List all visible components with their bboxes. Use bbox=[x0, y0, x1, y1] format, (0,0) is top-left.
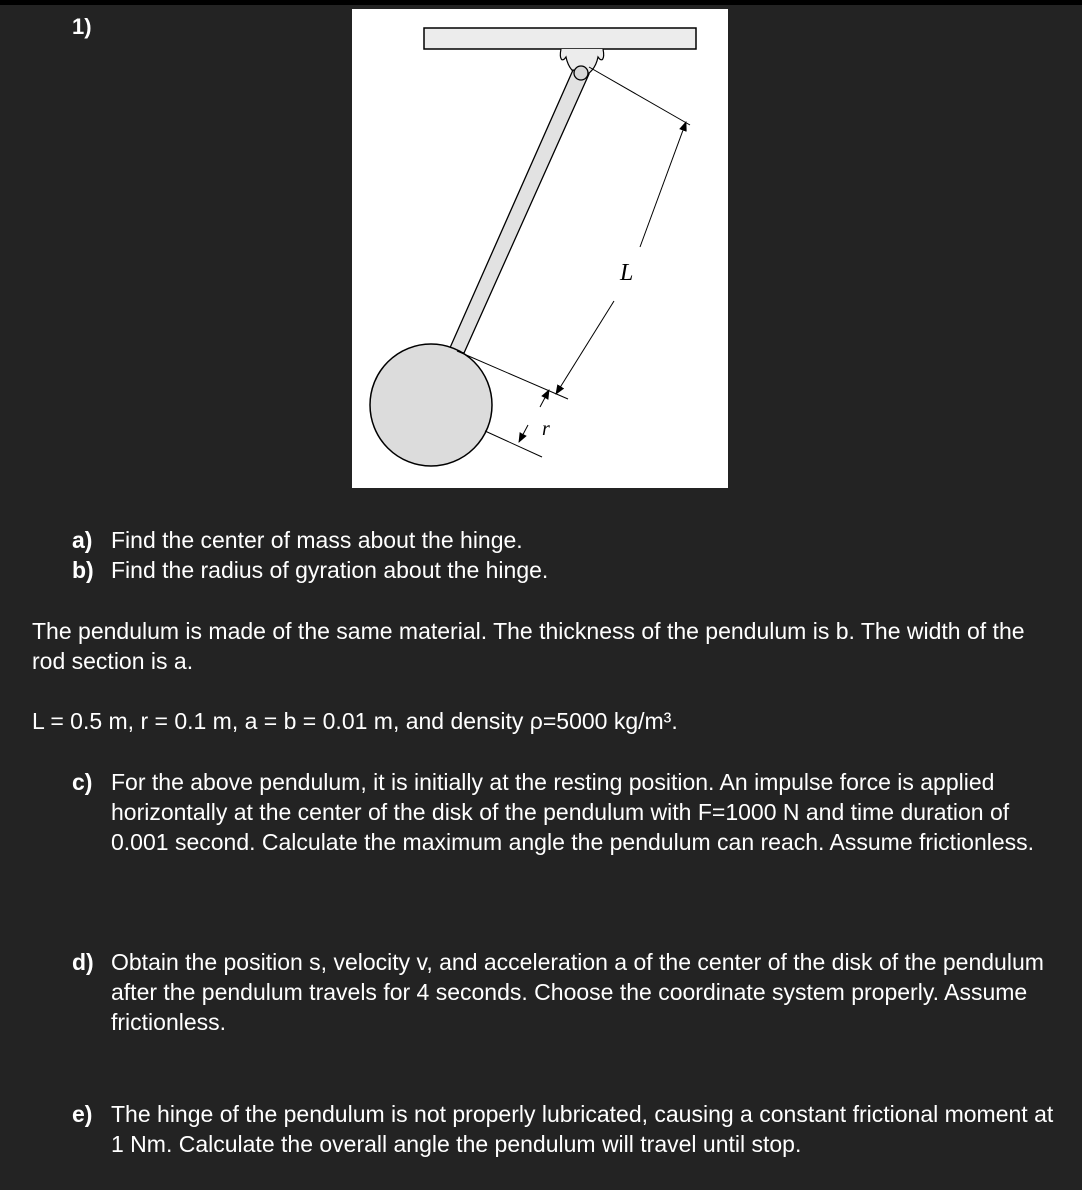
ceiling-support bbox=[424, 28, 696, 49]
dimension-r-lower bbox=[519, 425, 528, 442]
label-L: L bbox=[620, 260, 634, 286]
label-r: r bbox=[542, 418, 550, 440]
part-e-text: The hinge of the pendulum is not properly lubricated, causing a constant frictional moment at 1 Nm. Calculate the overall angle the pendulum will travel until stop. bbox=[111, 1101, 1054, 1157]
description-paragraph: The pendulum is made of the same material. The thickness of the pendulum is b. The width of the rod section is a. bbox=[32, 618, 1025, 674]
part-a-letter: a) bbox=[72, 527, 93, 553]
part-b-text: Find the radius of gyration about the hinge. bbox=[111, 557, 549, 583]
problem-number: 1) bbox=[72, 14, 92, 39]
part-a-text: Find the center of mass about the hinge. bbox=[111, 527, 523, 553]
part-b-letter: b) bbox=[72, 557, 94, 583]
pendulum-rod bbox=[449, 70, 589, 353]
extension-line-disk-bottom bbox=[485, 431, 542, 457]
pendulum-figure bbox=[352, 9, 728, 488]
part-c bbox=[72, 767, 1052, 857]
part-e bbox=[72, 1099, 1072, 1159]
part-d-text: Obtain the position s, velocity v, and acceleration a of the center of the disk of the pendulum after the pendulum travels for 4 seconds. Choose the coordinate system properly. Assume frictionless. bbox=[111, 949, 1044, 1035]
part-b bbox=[72, 555, 1072, 585]
dimension-L-upper bbox=[640, 122, 686, 247]
hinge-pin bbox=[574, 66, 588, 80]
pendulum-disk bbox=[370, 344, 492, 466]
part-e-letter: e) bbox=[72, 1101, 93, 1127]
givens-line: L = 0.5 m, r = 0.1 m, a = b = 0.01 m, and density ρ=5000 kg/m³. bbox=[32, 708, 678, 734]
extension-line-hinge bbox=[589, 67, 690, 125]
part-c-text: For the above pendulum, it is initially at the resting position. An impulse force is applied horizontally at the center of the disk of the pendulum with F=1000 N and time duration of 0.001 second. Calculate the maximum angle the pendulum can reach. Assume frictionless. bbox=[111, 769, 1035, 855]
part-d-letter: d) bbox=[72, 949, 94, 975]
part-d bbox=[72, 947, 1072, 1037]
top-rule bbox=[0, 0, 1082, 5]
dimension-r-upper bbox=[540, 390, 549, 407]
part-a bbox=[72, 525, 1072, 555]
dimension-L-lower bbox=[556, 301, 614, 394]
part-c-letter: c) bbox=[72, 769, 93, 795]
